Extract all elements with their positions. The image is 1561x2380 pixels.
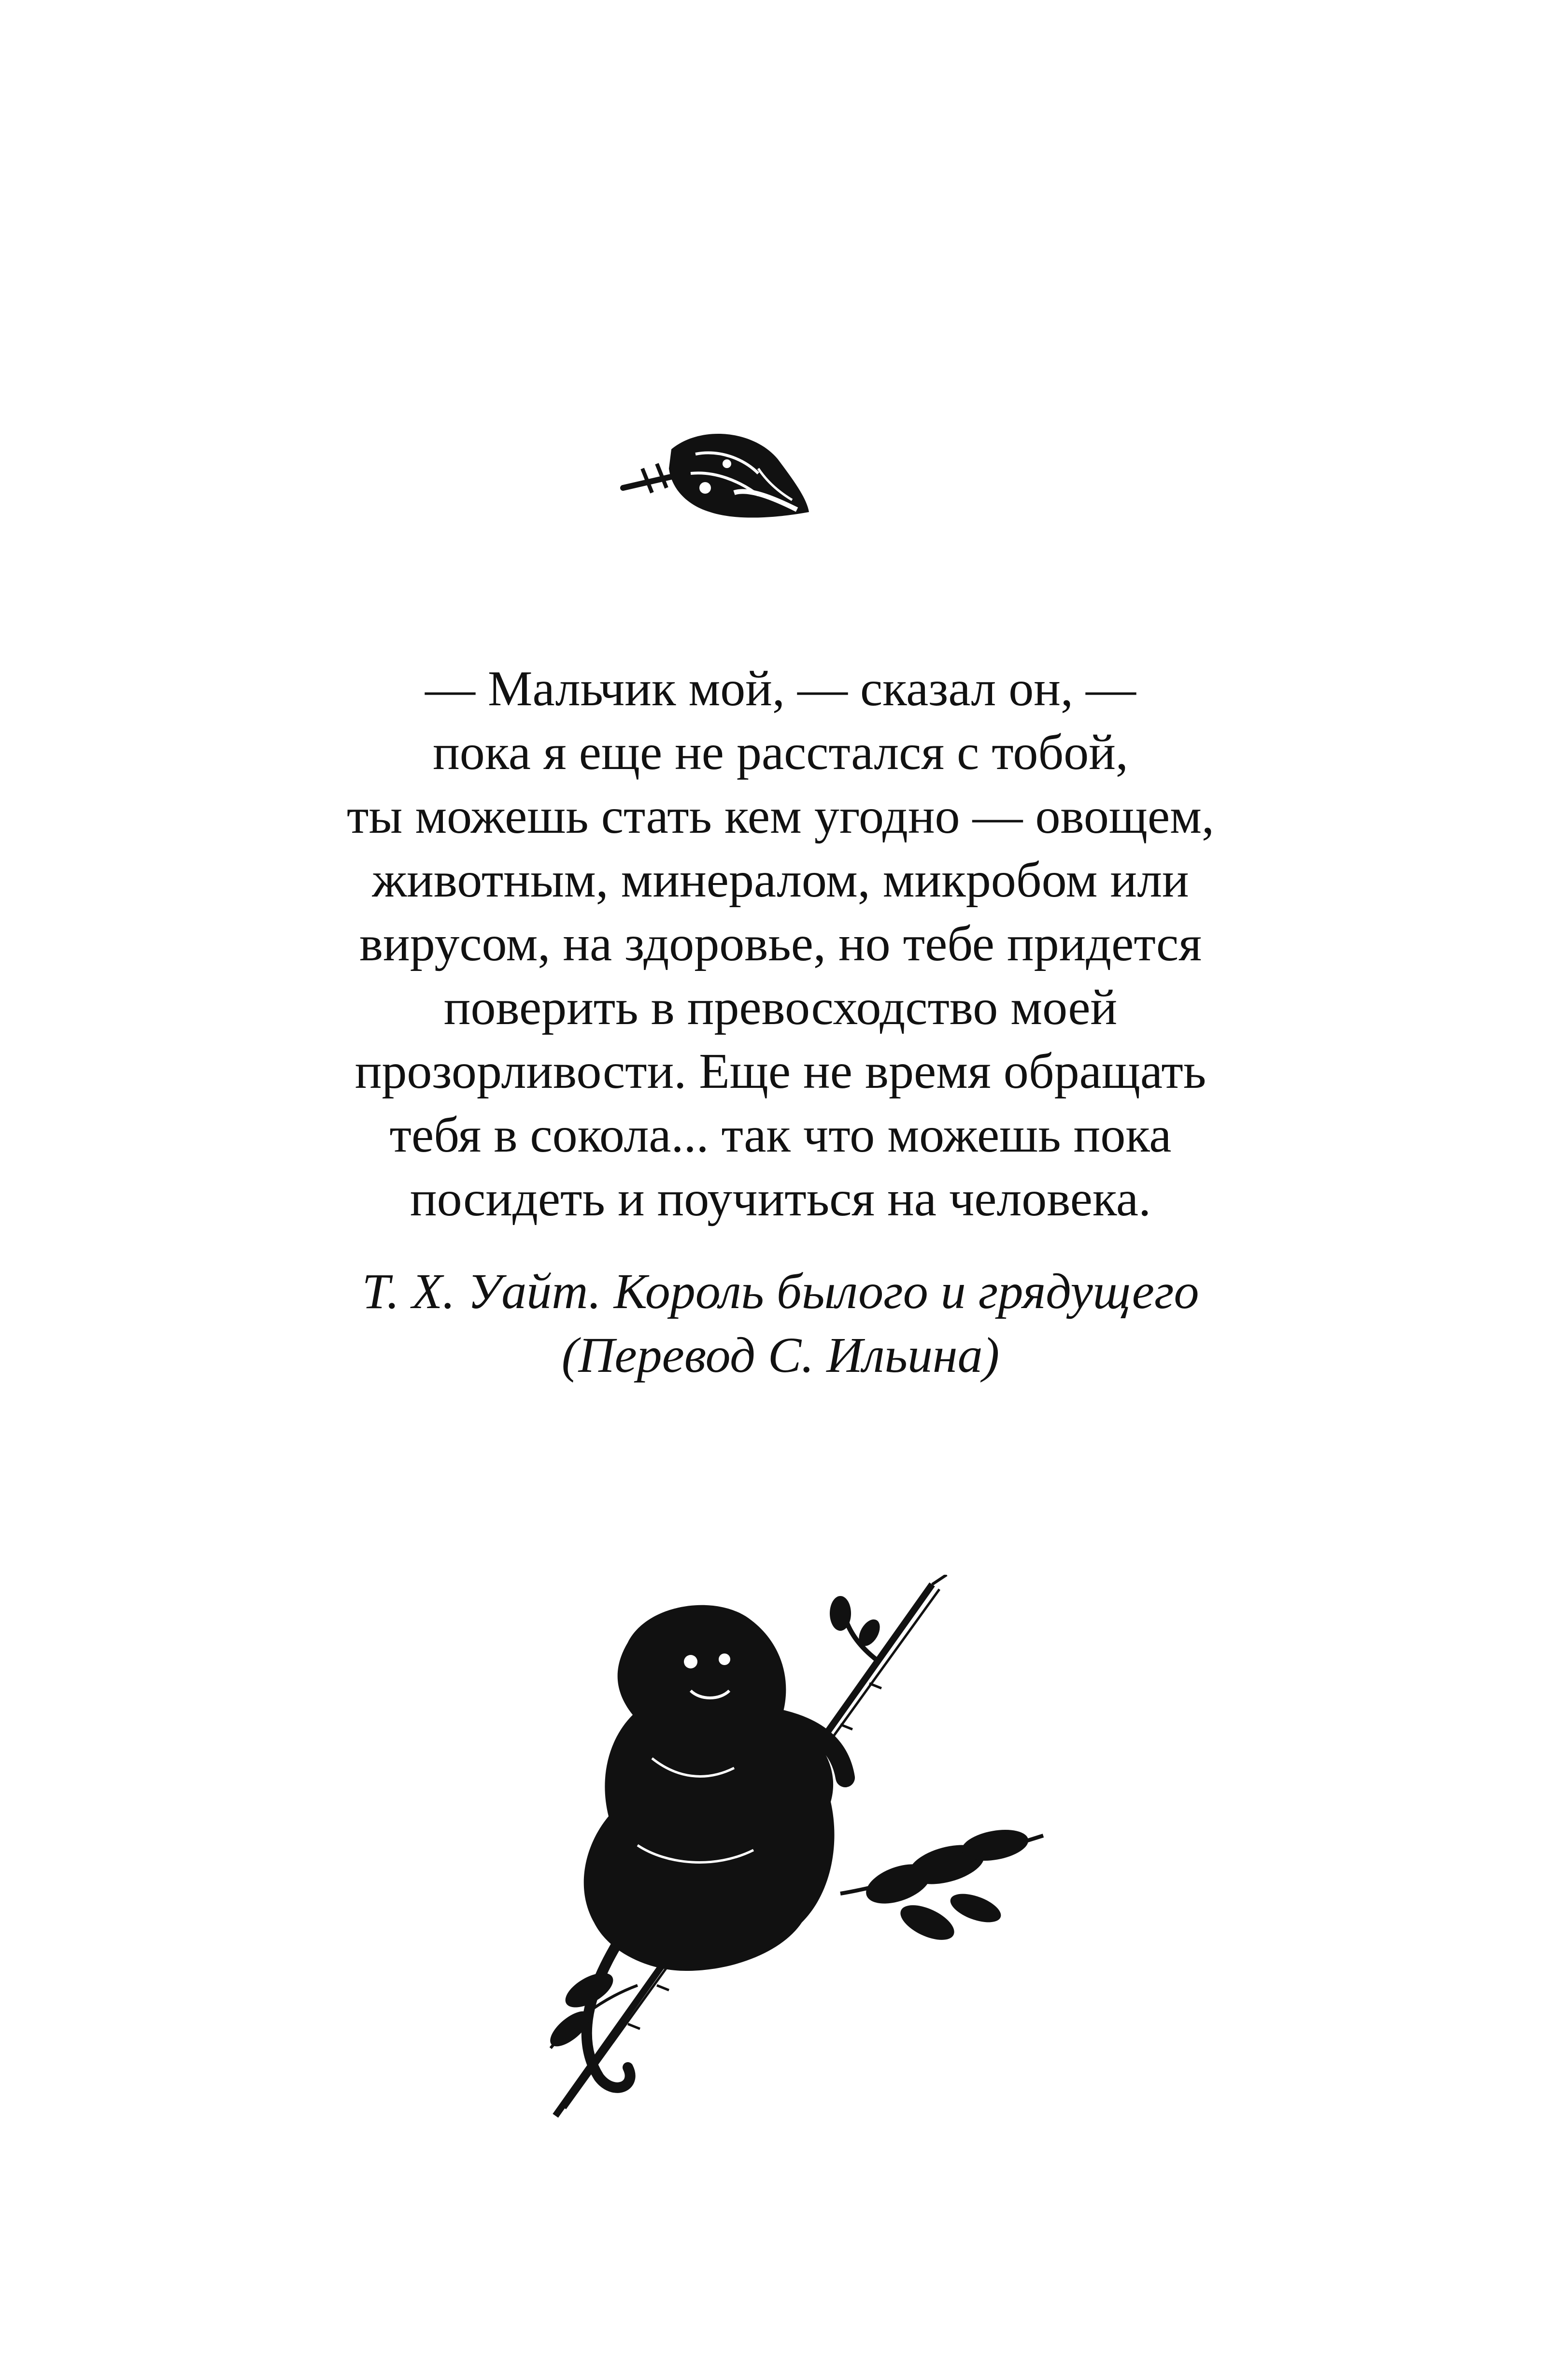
quote-line: посидеть и поучиться на человека. xyxy=(410,1171,1151,1226)
quote-line: пока я еще не расстался с тобой, xyxy=(433,725,1128,780)
quote-line: животным, минералом, микробом или xyxy=(372,852,1189,908)
epigraph xyxy=(213,657,1348,1387)
attribution-translation: (Перевод С. Ильина) xyxy=(561,1327,1000,1383)
quote-line: поверить в превосходство моей xyxy=(443,980,1118,1035)
quote-line: прозорливости. Еще не время обращать xyxy=(355,1043,1206,1099)
quote-line: ты можешь стать кем угодно — овощем, xyxy=(347,788,1214,844)
attribution xyxy=(213,1260,1348,1387)
quote-line: тебя в сокола... так что можешь пока xyxy=(389,1107,1172,1163)
quote-line: — Мальчик мой, — сказал он, — xyxy=(425,661,1136,716)
attribution-source: Т. Х. Уайт. Король былого и грядущего xyxy=(362,1264,1199,1319)
leaf-ornament-icon xyxy=(613,415,816,527)
quote-line: вирусом, на здоровье, но тебе придется xyxy=(359,916,1202,971)
monkey-on-branch-icon xyxy=(531,1575,1063,2125)
